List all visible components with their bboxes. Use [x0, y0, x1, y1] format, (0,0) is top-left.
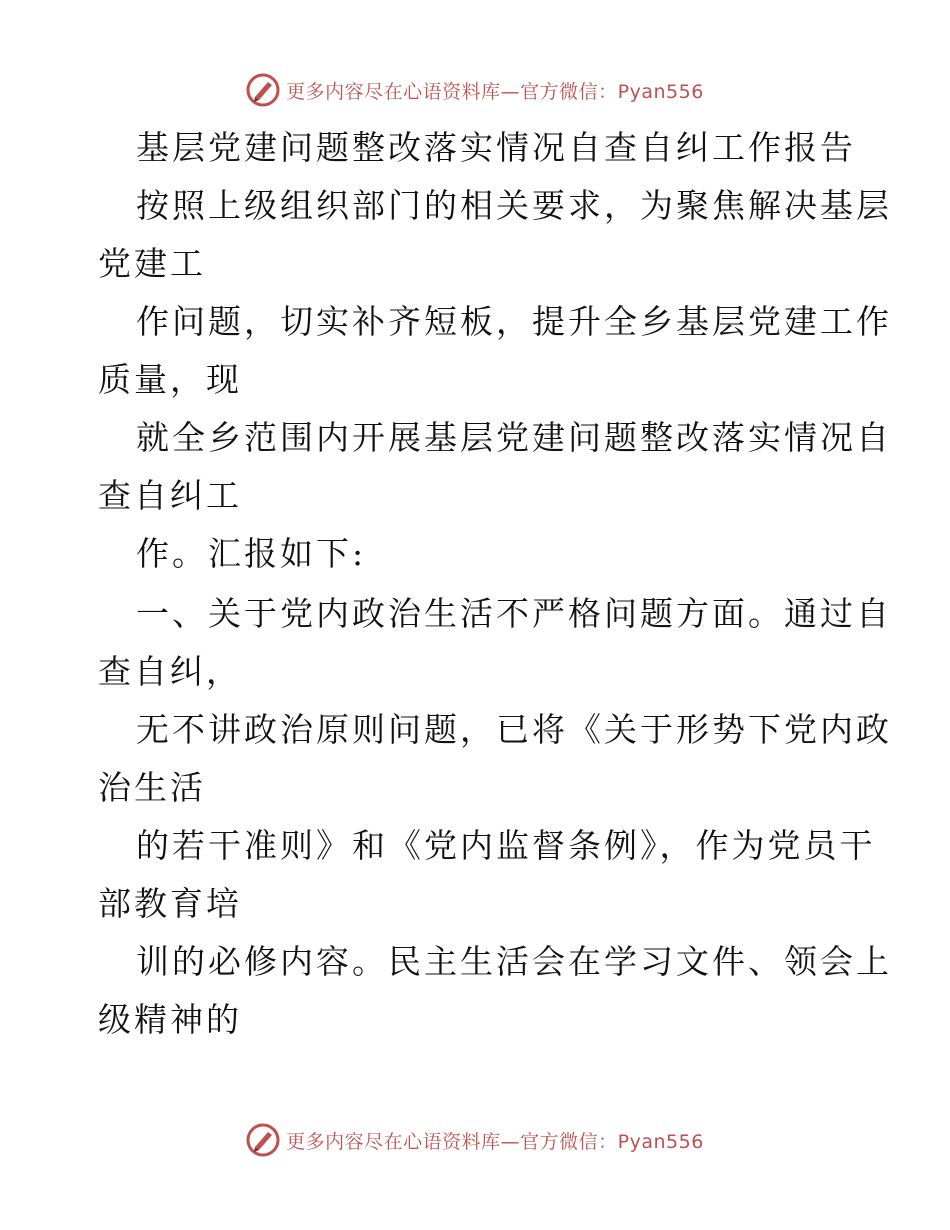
header-banner: [0, 70, 950, 110]
paragraph-line: 党建工: [98, 244, 206, 283]
paragraph-line: 按照上级组织部门的相关要求，为聚焦解决基层: [136, 186, 892, 225]
paragraph-line: 的若干准则》和《党内监督条例》，作为党员干: [136, 826, 876, 865]
paragraph-line: 查自纠，: [98, 652, 242, 691]
banner-text: 更多内容尽在心语资料库—官方微信：Pyan556: [286, 80, 704, 103]
section-heading-line: 一、关于党内政治生活不严格问题方面。通过自: [136, 594, 892, 633]
paragraph-line: 训的必修内容。民主生活会在学习文件、领会上: [136, 942, 892, 981]
pen-circle-logo-icon: [246, 1123, 280, 1157]
paragraph-line: 级精神的: [98, 1000, 242, 1039]
pen-circle-logo-icon: [246, 73, 280, 107]
paragraph-line: 部教育培: [98, 884, 242, 923]
paragraph-line: 作。汇报如下:: [136, 534, 367, 573]
paragraph-line: 无不讲政治原则问题，已将《关于形势下党内政: [136, 710, 892, 749]
paragraph-line: 查自纠工: [98, 476, 242, 515]
document-title: 基层党建问题整改落实情况自查自纠工作报告: [136, 128, 856, 167]
paragraph-line: 治生活: [98, 768, 206, 807]
paragraph-line: 就全乡范围内开展基层党建问题整改落实情况自: [136, 418, 892, 457]
footer-banner: [0, 1120, 950, 1160]
paragraph-line: 质量，现: [98, 360, 242, 399]
banner-text: 更多内容尽在心语资料库—官方微信：Pyan556: [286, 1130, 704, 1153]
paragraph-line: 作问题，切实补齐短板，提升全乡基层党建工作: [136, 302, 892, 341]
